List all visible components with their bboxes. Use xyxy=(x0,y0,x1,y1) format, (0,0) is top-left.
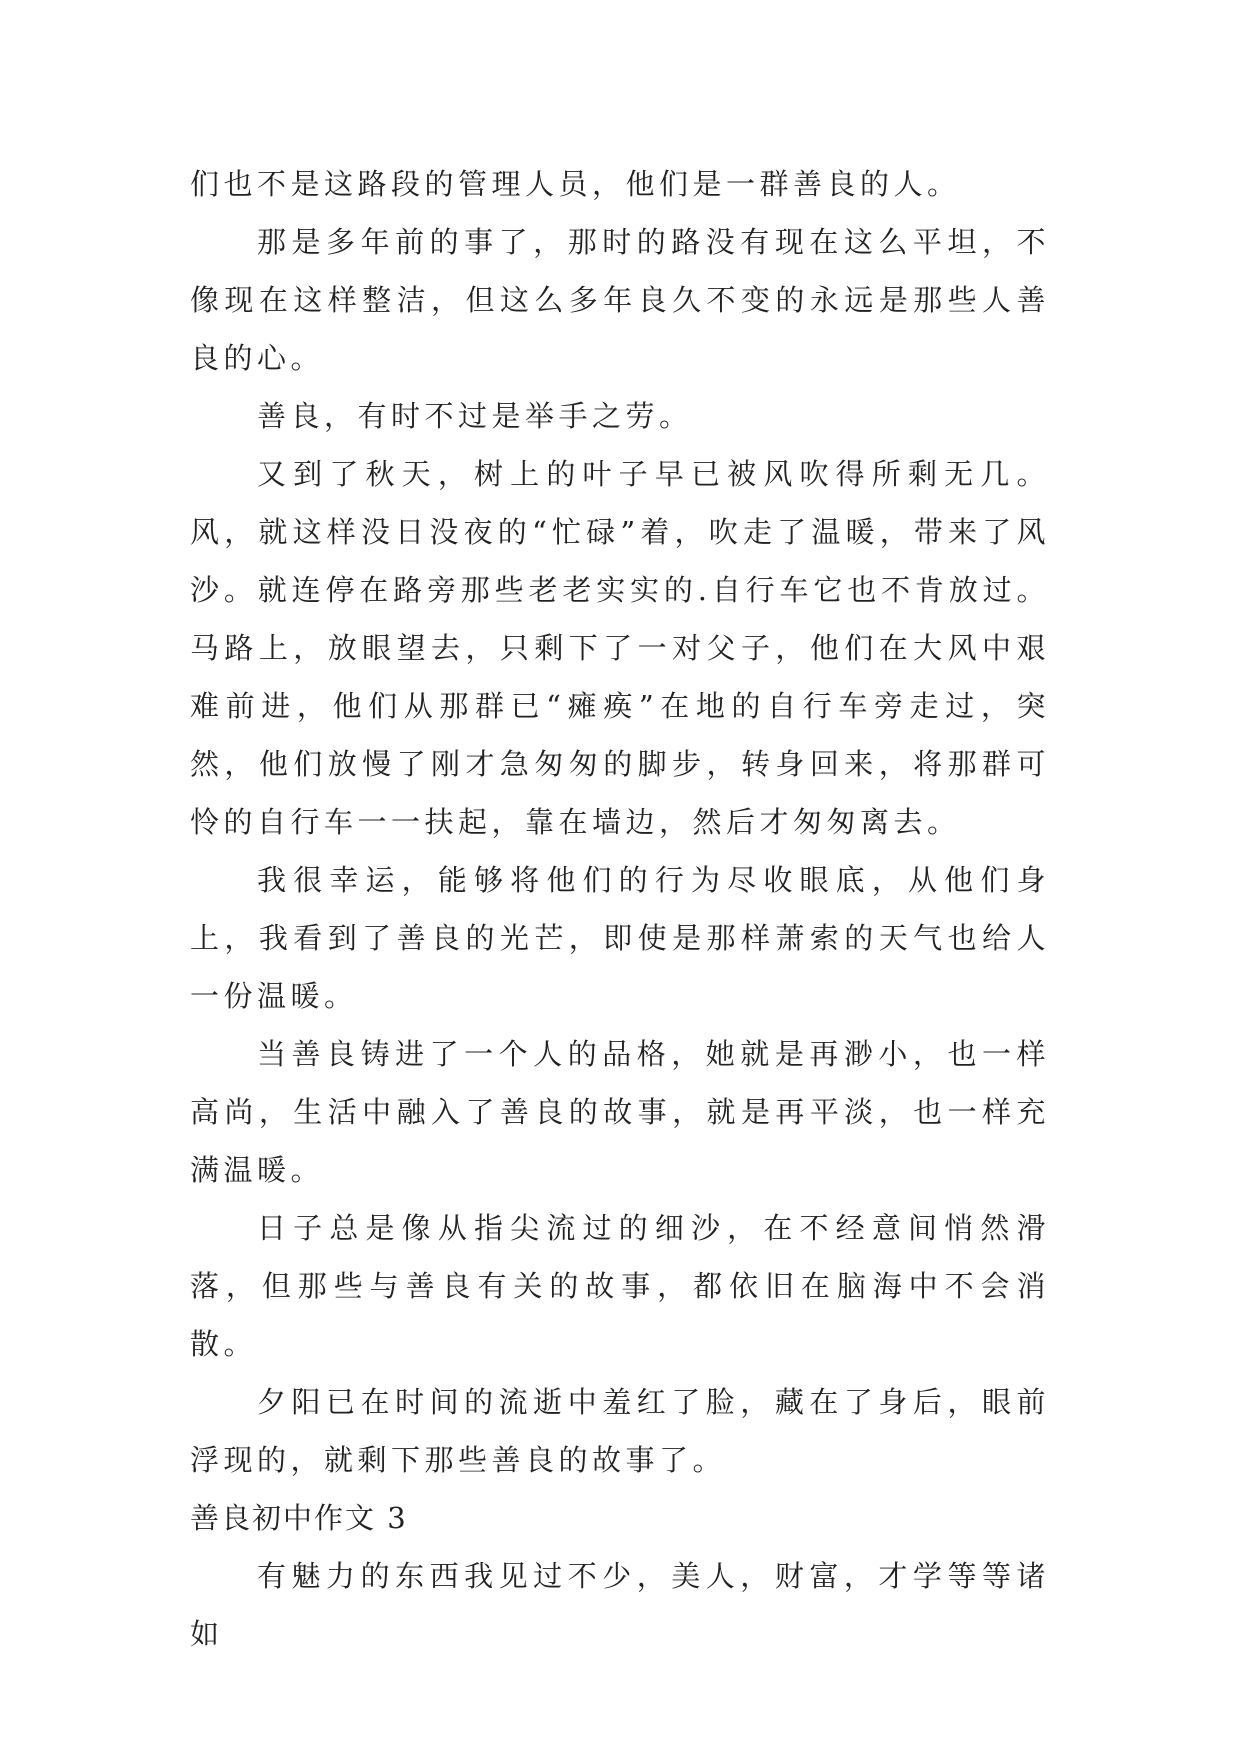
body-text xyxy=(190,155,1050,1663)
section-heading: 善良初中作文 3 xyxy=(190,1501,408,1535)
paragraph: 夕阳已在时间的流逝中羞红了脸，藏在了身后，眼前浮现的，就剩下那些善良的故事了。 xyxy=(190,1385,1050,1477)
paragraph: 有魅力的东西我见过不少，美人，财富，才学等等诸如 xyxy=(190,1559,1050,1651)
paragraph: 我很幸运，能够将他们的行为尽收眼底，从他们身上，我看到了善良的光芒，即使是那样萧索的天气也给人一份温暖。 xyxy=(190,863,1050,1013)
paragraph: 当善良铸进了一个人的品格，她就是再渺小，也一样高尚，生活中融入了善良的故事，就是再平淡，也一样充满温暖。 xyxy=(190,1037,1050,1187)
paragraph: 善良，有时不过是举手之劳。 xyxy=(257,399,693,433)
paragraph: 又到了秋天，树上的叶子早已被风吹得所剩无几。风，就这样没日没夜的“忙碌”着，吹走了温暖，带来了风沙。就连停在路旁那些老老实实的.自行车它也不肯放过。马路上，放眼望去，只剩下了一对父子，他们在大风中艰难前进，他们从那群已“瘫痪”在地的自行车旁走过，突然，他们放慢了刚才急匆匆的脚步，转身回来，将那群可怜的自行车一一扶起，靠在墙边，然后才匆匆离去。 xyxy=(190,457,1050,839)
paragraph: 日子总是像从指尖流过的细沙，在不经意间悄然滑落，但那些与善良有关的故事，都依旧在脑海中不会消散。 xyxy=(190,1211,1050,1361)
paragraph: 那是多年前的事了，那时的路没有现在这么平坦，不像现在这样整洁，但这么多年良久不变的永远是那些人善良的心。 xyxy=(190,225,1050,375)
paragraph-continuation: 们也不是这路段的管理人员，他们是一群善良的人。 xyxy=(190,167,961,201)
